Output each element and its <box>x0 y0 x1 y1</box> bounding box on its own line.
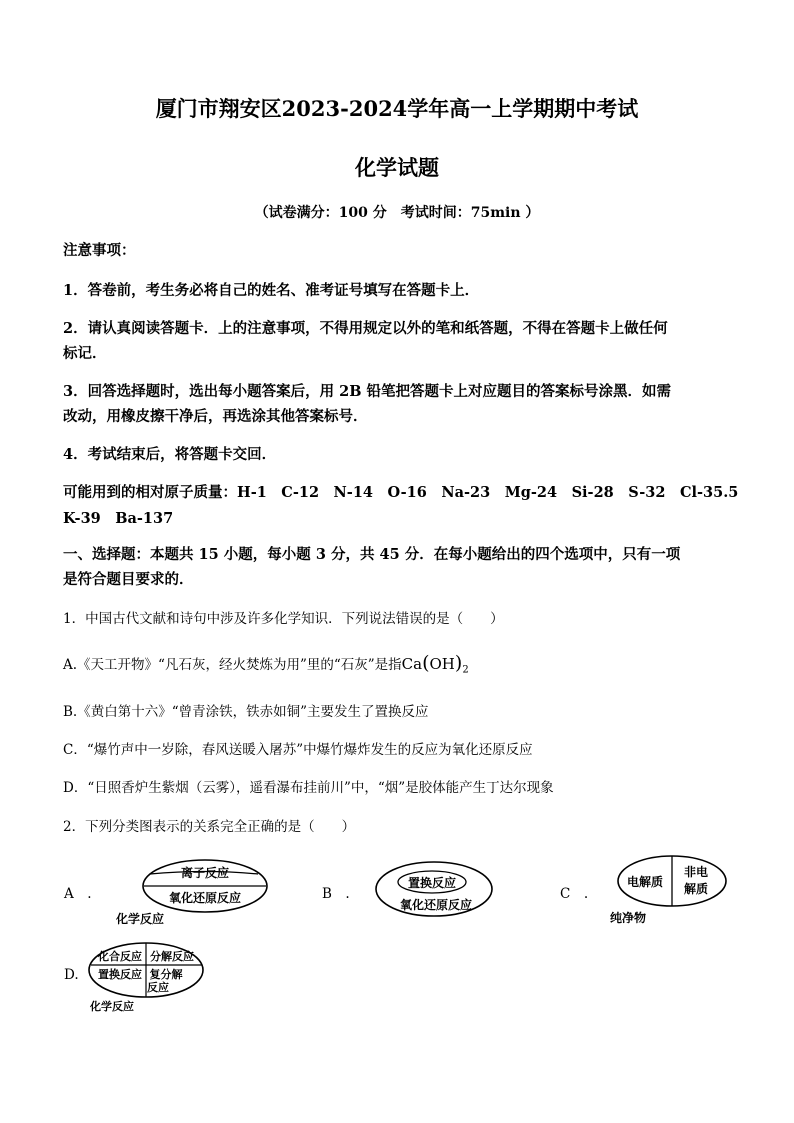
notice-heading: 注意事项： <box>63 242 136 259</box>
label-displacement-reaction: 置换反应 <box>407 876 457 890</box>
notice-item-1: 1．答卷前，考生务必将自己的姓名、准考证号填写在答题卡上． <box>63 282 480 299</box>
formula-paren-right: ) <box>454 652 463 674</box>
q2-option-a-diagram <box>110 855 270 933</box>
q1-stem: 1．中国古代文献和诗句中涉及许多化学知识．下列说法错误的是（ ） <box>63 611 504 627</box>
label-combination-reaction: 化合反应 <box>98 950 142 963</box>
section1-instructions-cont: 是符合题目要求的． <box>63 571 194 588</box>
exam-info: （试卷满分：100 分 考试时间：75min ） <box>254 205 540 221</box>
formula-paren-left: ( <box>422 652 430 674</box>
q2-option-c-diagram <box>606 852 730 928</box>
q2-option-c-letter: C . <box>560 886 589 902</box>
label-ionic-reaction: 离子反应 <box>180 866 230 880</box>
subject-title: 化学试题 <box>355 155 439 180</box>
formula-subscript: 2 <box>462 664 469 676</box>
section1-instructions: 一、选择题：本题共 15 小题，每小题 3 分，共 45 分．在每小题给出的四个选项中，只有一项 <box>63 546 681 563</box>
formula-oh: OH <box>429 655 455 673</box>
q1-option-b: B.《黄白第十六》“曾青涂铁，铁赤如铜”主要发生了置换反应 <box>63 704 429 720</box>
label-electrolyte: 电解质 <box>626 875 664 889</box>
label-pure-substance: 纯净物 <box>610 911 647 925</box>
notice-item-3-cont: 改动，用橡皮擦干净后，再选涂其他答案标号． <box>63 408 368 425</box>
label-redox-reaction: 氧化还原反应 <box>399 898 473 912</box>
label-chemical-reaction: 化学反应 <box>116 912 165 926</box>
q2-option-b-letter: B . <box>322 886 350 902</box>
q2-option-d-letter: D. <box>64 967 79 983</box>
label-displacement-reaction: 置换反应 <box>98 968 142 981</box>
formula-ca: Ca <box>401 655 423 673</box>
q2-option-a-letter: A . <box>64 886 92 902</box>
notice-item-2: 2．请认真阅读答题卡．上的注意事项，不得用规定以外的笔和纸答题，不得在答题卡上做任何 <box>63 320 668 337</box>
exam-title: 厦门市翔安区2023-2024学年高一上学期期中考试 <box>155 96 639 121</box>
label-double-decomposition-2: 反应 <box>147 981 169 994</box>
q1-option-a-text: A.《天工开物》“凡石灰，经火焚炼为用”里的“石灰”是指 <box>63 657 402 673</box>
label-non-electrolyte-2: 解质 <box>683 882 709 896</box>
notice-item-4: 4．考试结束后，将答题卡交回． <box>63 446 277 463</box>
q1-option-d: D．“日照香炉生紫烟（云雾），遥看瀑布挂前川”中，“烟”是胶体能产生丁达尔现象 <box>63 780 554 796</box>
atomic-masses-line2: K-39 Ba-137 <box>63 510 174 527</box>
q1-option-c: C．“爆竹声中一岁除，春风送暖入屠苏”中爆竹爆炸发生的反应为氧化还原反应 <box>63 742 533 758</box>
label-chemical-reaction: 化学反应 <box>90 1000 134 1013</box>
notice-item-2-cont: 标记． <box>63 345 107 362</box>
label-decomposition-reaction: 分解反应 <box>150 950 194 963</box>
q2-stem: 2．下列分类图表示的关系完全正确的是（ ） <box>63 819 356 835</box>
notice-item-3: 3．回答选择题时，选出每小题答案后，用 2B 铅笔把答题卡上对应题目的答案标号涂黑．如需 <box>63 383 672 400</box>
label-double-decomposition-1: 复分解 <box>149 968 183 981</box>
q2-option-b-diagram <box>372 858 500 920</box>
q2-option-d-diagram <box>84 938 214 1016</box>
label-redox-reaction: 氧化还原反应 <box>168 891 242 905</box>
atomic-masses-line1: 可能用到的相对原子质量：H-1 C-12 N-14 O-16 Na-23 Mg-24 Si-28 S-32 Cl-35.5 <box>63 484 739 501</box>
q1-option-a <box>63 652 469 676</box>
label-non-electrolyte-1: 非电 <box>683 865 709 879</box>
